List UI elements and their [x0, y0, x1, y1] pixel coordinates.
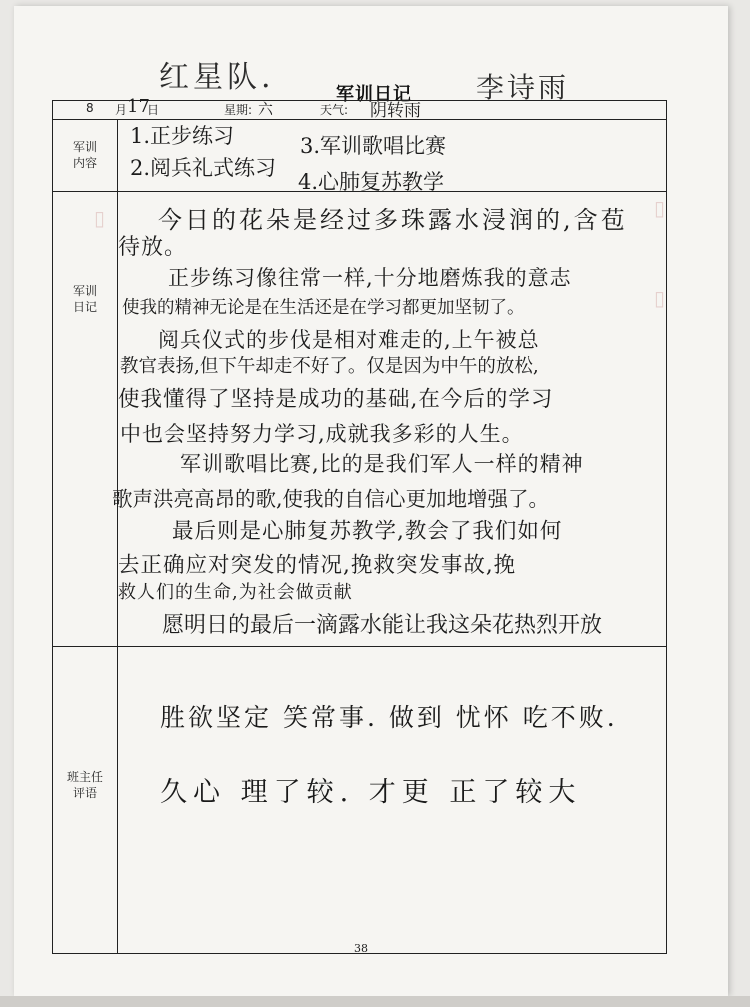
diary-line: 歌声洪亮高昂的歌,使我的自信心更加地增强了。	[112, 487, 550, 511]
day-label: 日	[147, 103, 160, 117]
month-value: 8	[86, 101, 94, 115]
weather-value: 阴转雨	[370, 101, 421, 121]
training-item-3: 3.军训歌唱比赛	[300, 134, 447, 158]
author-name: 李诗雨	[476, 71, 570, 104]
bleed-through-mark: ▯	[654, 286, 666, 310]
diary-line: 最后则是心肺复苏教学,教会了我们如何	[172, 519, 563, 544]
page-number: 38	[354, 942, 368, 955]
diary-line: 教官表扬,但下午却走不好了。仅是因为中午的放松,	[120, 356, 539, 377]
bleed-through-mark: ▯	[94, 206, 106, 230]
team-name: 红星队.	[159, 60, 275, 95]
diary-line: 使我懂得了坚持是成功的基础,在今后的学习	[118, 387, 554, 412]
diary-section-label: 军训 日记	[72, 284, 97, 314]
diary-line: 去正确应对突发的情况,挽救突发事故,挽	[118, 553, 517, 578]
diary-line: 救人们的生命,为社会做贡献	[118, 582, 353, 603]
table-rule	[53, 646, 666, 647]
page-bottom-edge	[0, 996, 750, 1007]
diary-line: 中也会坚持努力学习,成就我多彩的人生。	[120, 422, 524, 446]
weekday-label: 星期:	[224, 103, 253, 117]
weather-label: 天气:	[320, 103, 349, 117]
diary-line: 今日的花朵是经过多珠露水浸润的,含苞	[158, 206, 628, 234]
training-item-2: 2.阅兵礼式练习	[130, 156, 277, 180]
content-section-label: 军训 内容	[72, 140, 97, 170]
month-label: 月	[115, 103, 128, 117]
comment-section-label: 班主任 评语	[66, 770, 103, 800]
teacher-comment-line: 胜欲坚定 笑常事. 做到 忧怀 吃不败.	[160, 703, 618, 732]
training-item-1: 1.正步练习	[130, 124, 235, 148]
day-value: 17	[127, 96, 150, 117]
diary-line: 使我的精神无论是在生活还是在学习都更加坚韧了。	[122, 298, 525, 318]
weekday-value: 六	[258, 100, 274, 118]
page-title: 军训日记	[336, 84, 412, 105]
diary-line: 待放。	[118, 235, 188, 260]
diary-line: 愿明日的最后一滴露水能让我这朵花热烈开放	[162, 613, 603, 638]
teacher-comment-line: 久心 理了较. 才更 正了较大	[160, 777, 582, 808]
bleed-through-mark: ▯	[654, 196, 666, 220]
diary-line: 阅兵仪式的步伐是相对难走的,上午被总	[158, 328, 540, 352]
training-item-4: 4.心肺复苏教学	[298, 170, 445, 194]
diary-line: 军训歌唱比赛,比的是我们军人一样的精神	[180, 452, 584, 476]
diary-line: 正步练习像往常一样,十分地磨炼我的意志	[168, 266, 572, 290]
